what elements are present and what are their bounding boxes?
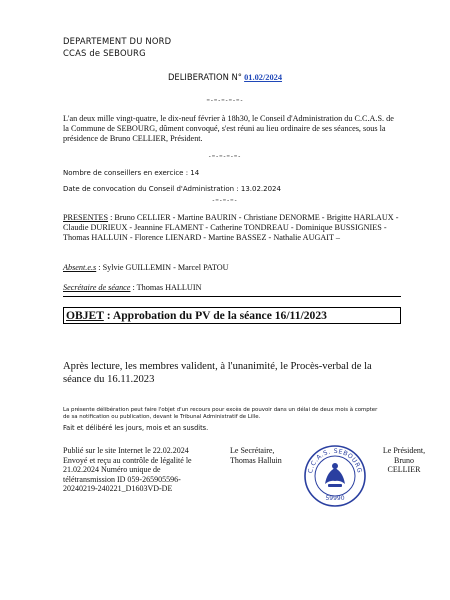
divider-line <box>63 296 401 297</box>
legal-line-1: La présente délibération peut faire l'objet d'un recours pour excès de pouvoir dans un délai de deux mois à compter <box>63 407 378 413</box>
deliberation-label: DELIBERATION N° <box>167 72 242 82</box>
separator-3: -=-=-=- <box>212 198 238 204</box>
legal-line-3: Fait et délibéré les jours, mois et an susdits. <box>63 424 209 432</box>
secretaire-title: Le Secrétaire, <box>230 446 275 455</box>
president-title: Le Président, <box>382 446 426 455</box>
objet-text: : Approbation du PV de la séance 16/11/2023 <box>103 309 327 322</box>
secretaire-paragraph <box>63 283 401 293</box>
intro-paragraph: L'an deux mille vingt-quatre, le dix-neuf février à 18h30, le Conseil d'Administration du C.C.A.S. de la Commune de SEBOURG, dûment convoqué, s'est réuni au lieu ordinaire de ses séances, sous la présidence de Bruno CELLIER, Président. <box>63 114 394 143</box>
absents-label: Absent.e.s <box>63 263 97 272</box>
president-signature-block <box>378 446 430 475</box>
publication-line: 20240219-240221_D1603VD-DE <box>63 484 173 494</box>
absents-paragraph <box>63 263 401 273</box>
absents-names: : Sylvie GUILLEMIN - Marcel PATOU <box>96 263 229 272</box>
objet-title <box>66 309 327 322</box>
deliberation-number: 01.02/2024 <box>244 73 283 82</box>
convocation-date: Date de convocation du Conseil d'Administration : 13.02.2024 <box>63 185 281 193</box>
separator-1: =-=-=-=-=- <box>206 98 244 104</box>
separator-2: -=-=-=-=- <box>208 154 242 160</box>
secretaire-label: Secrétaire de séance <box>63 283 131 292</box>
publication-line: Publié sur le site Internet le 22.02.2024 <box>63 446 189 455</box>
publication-line: Envoyé et reçu au contrôle de légalité le <box>63 455 192 465</box>
legal-line-2: de sa notification ou publication, devant le Tribunal Administratif de Lille. <box>63 414 261 421</box>
department-line: DEPARTEMENT DU NORD <box>63 36 172 46</box>
seal-emblem-icon <box>325 463 345 487</box>
president-name: Bruno CELLIER <box>387 455 421 475</box>
conseillers-count: Nombre de conseillers en exercice : 14 <box>63 169 200 177</box>
publication-block <box>63 446 223 494</box>
publication-line: télétransmission ID 059-265905596- <box>63 474 181 484</box>
ccas-seal-stamp <box>302 444 368 508</box>
decision-paragraph: Après lecture, les membres valident, à l'unanimité, le Procès-verbal de la séance du 16.11.2023 <box>63 361 372 385</box>
objet-label: OBJET <box>66 309 104 322</box>
objet-box <box>63 307 401 324</box>
presents-label: PRESENTES <box>63 213 109 222</box>
ccas-line: CCAS de SEBOURG <box>63 48 146 58</box>
secretaire-signature-block <box>230 446 282 465</box>
seal-text-top: C.C.A.S. SEBOURG <box>307 447 363 474</box>
deliberation-heading <box>0 72 450 82</box>
legal-notice <box>63 407 401 422</box>
seal-text-bottom: 59990 <box>325 495 345 502</box>
secretaire-signature-name: Thomas Halluin <box>230 455 282 465</box>
presents-names: : Bruno CELLIER - Martine BAURIN - Christiane DENORME - Brigitte HARLAUX - Claudie DURIEUX - Jeannine FLAMENT - Catherine TONDREAU - Dominique BUSSIGNIES - Thomas HALLUIN - Florence LIENARD - Martine BASSEZ - Nathalie AUGAIT – <box>63 213 399 242</box>
publication-line: 21.02.2024 Numéro unique de <box>63 465 161 475</box>
secretaire-name: : Thomas HALLUIN <box>130 283 202 292</box>
presents-paragraph <box>63 213 401 243</box>
